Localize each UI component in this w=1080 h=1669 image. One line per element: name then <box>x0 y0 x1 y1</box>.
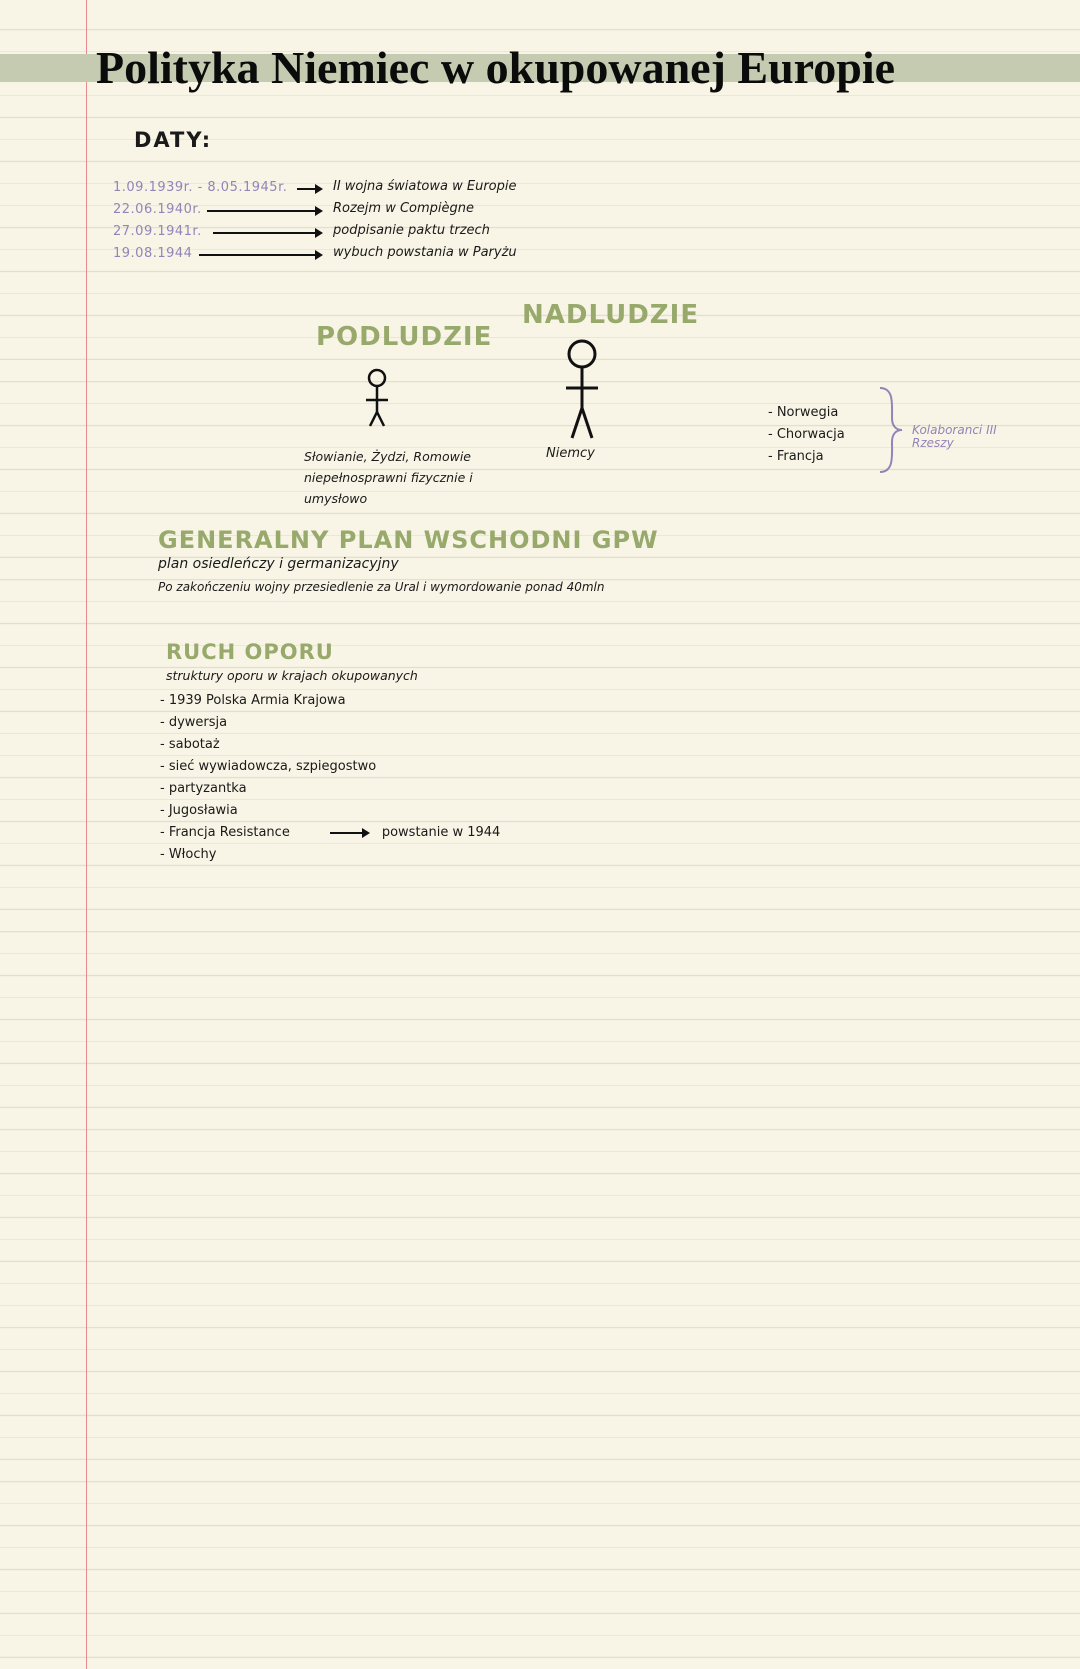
timeline-event: wybuch powstania w Paryżu <box>333 245 517 260</box>
ruch-oporu-subtitle: struktury oporu w krajach okupowanych <box>166 668 418 683</box>
small-stick-figure-icon <box>360 368 394 430</box>
list-item: - Francja <box>768 449 824 464</box>
arrow-icon <box>199 254 321 256</box>
list-item: - sieć wywiadowcza, szpiegostwo <box>160 759 377 774</box>
curly-brace-icon <box>876 384 906 476</box>
page-margin-line <box>86 0 87 1669</box>
arrow-icon <box>297 188 321 190</box>
podludzie-description: Słowianie, Żydzi, Romowie niepełnosprawni fizycznie i umysłowo <box>304 449 473 506</box>
list-item: - dywersja <box>160 715 228 730</box>
list-item: - 1939 Polska Armia Krajowa <box>160 693 346 708</box>
arrow-icon <box>330 832 368 834</box>
daty-heading: DATY: <box>134 128 213 152</box>
arrow-icon <box>213 232 321 234</box>
nadludzie-description: Niemcy <box>546 446 595 461</box>
podludzie-heading: PODLUDZIE <box>316 322 493 352</box>
timeline-date: 27.09.1941r. <box>113 224 202 239</box>
collaborator-list <box>768 402 845 468</box>
timeline-date: 22.06.1940r. <box>113 202 202 217</box>
gpw-heading: GENERALNY PLAN WSCHODNI GPW <box>158 526 659 554</box>
timeline-date: 1.09.1939r. - 8.05.1945r. <box>113 180 288 195</box>
arrow-icon <box>207 210 321 212</box>
gpw-note: Po zakończeniu wojny przesiedlenie za Ural i wymordowanie ponad 40mln <box>158 580 605 594</box>
timeline-row <box>113 178 653 200</box>
list-item: - Chorwacja <box>768 427 845 442</box>
timeline-row <box>113 222 653 244</box>
large-stick-figure-icon <box>560 338 604 442</box>
gpw-description: plan osiedleńczy i germanizacyjny <box>158 556 399 572</box>
resistance-list <box>160 690 500 866</box>
francja-label: - Francja Resistance <box>160 825 290 840</box>
timeline-date: 19.08.1944 <box>113 246 193 261</box>
timeline-event: II wojna światowa w Europie <box>333 179 517 194</box>
list-item: - Norwegia <box>768 405 839 420</box>
timeline-event: podpisanie paktu trzech <box>333 223 490 238</box>
list-item: - sabotaż <box>160 737 220 752</box>
page-title: Polityka Niemiec w okupowanej Europie <box>96 42 896 93</box>
ruch-oporu-heading: RUCH OPORU <box>166 640 334 664</box>
timeline-row <box>113 244 653 266</box>
timeline-row <box>113 200 653 222</box>
collaborators-label: Kolaboranci III Rzeszy <box>912 423 997 450</box>
list-item: - partyzantka <box>160 781 247 796</box>
timeline-event: Rozejm w Compiègne <box>333 201 475 216</box>
list-item: - Jugosławia <box>160 803 238 818</box>
list-item: - Włochy <box>160 847 217 862</box>
francja-note: powstanie w 1944 <box>381 825 501 840</box>
nadludzie-heading: NADLUDZIE <box>522 300 700 330</box>
list-item <box>160 822 500 844</box>
